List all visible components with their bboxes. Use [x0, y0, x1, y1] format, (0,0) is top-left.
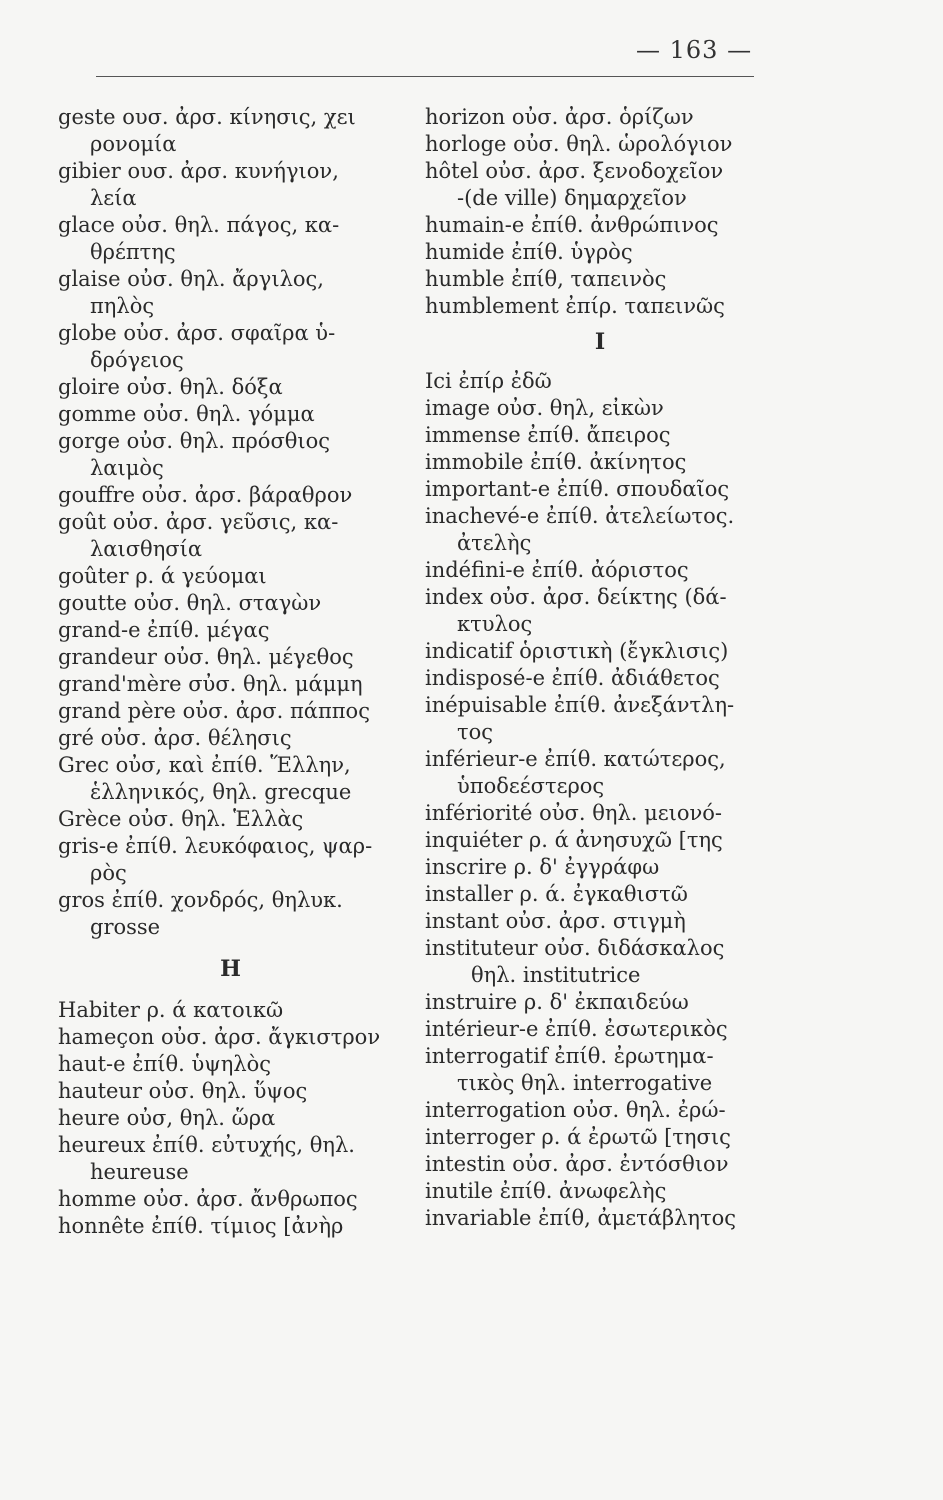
- dictionary-line: instruire ρ. δ' ἐκπαιδεύω: [425, 990, 689, 1014]
- dictionary-line: -(de ville) δημαρχεῖον: [457, 186, 687, 210]
- dictionary-line: globe οὐσ. ἀρσ. σφαῖρα ὑ-: [58, 321, 336, 345]
- dictionary-line: κτυλος: [457, 612, 533, 636]
- dictionary-line: inquiéter ρ. ά ἀνησυχῶ [της: [425, 828, 723, 852]
- dictionary-line: important-e ἐπίθ. σπουδαῖος: [425, 477, 730, 501]
- dictionary-line: δρόγειος: [90, 348, 184, 372]
- dictionary-line: intestin οὐσ. ἀρσ. ἐντόσθιον: [425, 1152, 729, 1176]
- dictionary-line: ρὸς: [90, 861, 127, 885]
- header-rule: [96, 76, 754, 77]
- left-column: [58, 104, 403, 1240]
- dictionary-line: τος: [457, 720, 494, 744]
- dictionary-line: intérieur-e ἐπίθ. ἐσωτερικὸς: [425, 1017, 728, 1041]
- dictionary-line: πηλὸς: [90, 294, 155, 318]
- section-letter: H: [220, 956, 241, 982]
- dictionary-line: gibier ουσ. ἀρσ. κυνήγιον,: [58, 159, 339, 183]
- dictionary-line: humide ἐπίθ. ὑγρὸς: [425, 240, 633, 264]
- dictionary-line: grand'mère σὐσ. θηλ. μάμμη: [58, 672, 363, 696]
- dictionary-line: geste ουσ. ἀρσ. κίνησις, χει: [58, 105, 356, 129]
- dictionary-line: immense ἐπίθ. ἄπειρος: [425, 423, 671, 447]
- dictionary-line: inépuisable ἐπίθ. ἀνεξάντλη-: [425, 693, 735, 717]
- dictionary-line: gorge οὐσ. θηλ. πρόσθιος: [58, 429, 331, 453]
- dictionary-line: gomme οὐσ. θηλ. γόμμα: [58, 402, 315, 426]
- dictionary-line: hameçon οὐσ. ἀρσ. ἄγκιστρον: [58, 1025, 381, 1049]
- dictionary-line: gros ἐπίθ. χονδρός, θηλυκ.: [58, 888, 343, 912]
- dictionary-line: indisposé-e ἐπίθ. ἀδιάθετος: [425, 666, 720, 690]
- dictionary-line: grandeur οὐσ. θηλ. μέγεθος: [58, 645, 354, 669]
- dictionary-line: humain-e ἐπίθ. ἀνθρώπινος: [425, 213, 719, 237]
- dictionary-line: Ici ἐπίρ ἐδῶ: [425, 369, 552, 393]
- dictionary-line: image οὐσ. θηλ, εἰκὼν: [425, 396, 664, 420]
- dictionary-line: gouffre οὐσ. ἀρσ. βάραθρον: [58, 483, 353, 507]
- dictionary-line: heureuse: [90, 1160, 189, 1184]
- dictionary-line: heure οὐσ, θηλ. ὥρα: [58, 1106, 276, 1130]
- dictionary-line: interroger ρ. ά ἐρωτῶ [τησις: [425, 1125, 731, 1149]
- dictionary-line: θρέπτης: [90, 240, 176, 264]
- dictionary-line: ὑποδεέστερος: [457, 774, 605, 798]
- dictionary-line: horizon οὐσ. ἀρσ. ὁρίζων: [425, 105, 694, 129]
- dictionary-line: haut-e ἐπίθ. ὑψηλὸς: [58, 1052, 272, 1076]
- dictionary-line: interrogatif ἐπίθ. ἐρωτημα-: [425, 1044, 714, 1068]
- dictionary-line: λαιμὸς: [90, 456, 164, 480]
- dictionary-line: gré οὐσ. ἀρσ. θέλησις: [58, 726, 292, 750]
- dictionary-line: humble ἐπίθ, ταπεινὸς: [425, 267, 667, 291]
- dictionary-line: Grèce οὐσ. θηλ. Ἑλλὰς: [58, 807, 304, 831]
- dictionary-line: glaise οὐσ. θηλ. ἄργιλος,: [58, 267, 324, 291]
- dictionary-line: homme οὐσ. ἀρσ. ἄνθρωπος: [58, 1187, 358, 1211]
- dictionary-line: infériorité οὐσ. θηλ. μειονό-: [425, 801, 723, 825]
- dictionary-line: honnête ἐπίθ. τίμιος [ἀνὴρ: [58, 1214, 344, 1238]
- dictionary-line: grosse: [90, 915, 161, 939]
- dictionary-line: λεία: [90, 186, 137, 210]
- dictionary-line: ἑλληνικός, θηλ. grecque: [90, 780, 352, 804]
- dictionary-line: inférieur-e ἐπίθ. κατώτερος,: [425, 747, 726, 771]
- dictionary-line: gris-e ἐπίθ. λευκόφαιος, ψαρ-: [58, 834, 373, 858]
- dictionary-line: Grec οὐσ, καὶ ἐπίθ. Ἕλλην,: [58, 753, 351, 777]
- dictionary-line: hauteur οὐσ. θηλ. ὕψος: [58, 1079, 308, 1103]
- dictionary-line: Habiter ρ. ά κατοικῶ: [58, 998, 284, 1022]
- dictionary-line: indéfini-e ἐπίθ. ἀόριστος: [425, 558, 689, 582]
- dictionary-line: immobile ἐπίθ. ἀκίνητος: [425, 450, 687, 474]
- dictionary-line: θηλ. institutrice: [471, 963, 641, 987]
- dictionary-line: inachevé-e ἐπίθ. ἀτελείωτος.: [425, 504, 735, 528]
- dictionary-line: inscrire ρ. δ' ἐγγράφω: [425, 855, 660, 879]
- dictionary-line: grand père οὐσ. ἀρσ. πάππος: [58, 699, 370, 723]
- section-letter: I: [594, 329, 606, 355]
- page-number: — 163 —: [636, 36, 753, 64]
- dictionary-line: inutile ἐπίθ. ἀνωφελὴς: [425, 1179, 667, 1203]
- dictionary-line: goûter ρ. ά γεύομαι: [58, 564, 267, 588]
- dictionary-line: λαισθησία: [90, 537, 203, 561]
- dictionary-line: goutte οὐσ. θηλ. σταγὼν: [58, 591, 322, 615]
- dictionary-line: heureux ἐπίθ. εὐτυχής, θηλ.: [58, 1133, 355, 1157]
- dictionary-line: horloge οὐσ. θηλ. ὡρολόγιον: [425, 132, 733, 156]
- dictionary-line: instituteur οὐσ. διδάσκαλος: [425, 936, 725, 960]
- dictionary-line: installer ρ. ά. ἐγκαθιστῶ: [425, 882, 688, 906]
- dictionary-line: ἀτελὴς: [457, 531, 532, 555]
- right-column: [425, 104, 775, 1232]
- dictionary-line: hôtel οὐσ. ἀρσ. ξενοδοχεῖον: [425, 159, 724, 183]
- dictionary-line: grand-e ἐπίθ. μέγας: [58, 618, 270, 642]
- dictionary-line: indicatif ὁριστικὴ (ἔγκλισις): [425, 639, 729, 663]
- dictionary-line: humblement ἐπίρ. ταπεινῶς: [425, 294, 725, 318]
- dictionary-line: index οὐσ. ἀρσ. δείκτης (δά-: [425, 585, 727, 609]
- dictionary-line: invariable ἐπίθ, ἀμετάβλητος: [425, 1206, 737, 1230]
- dictionary-line: interrogation οὐσ. θηλ. ἐρώ-: [425, 1098, 726, 1122]
- dictionary-line: gloire οὐσ. θηλ. δόξα: [58, 375, 283, 399]
- dictionary-line: goût οὐσ. ἀρσ. γεῦσις, κα-: [58, 510, 339, 534]
- dictionary-line: τικὸς θηλ. interrogative: [457, 1071, 713, 1095]
- dictionary-line: instant οὐσ. ἀρσ. στιγμὴ: [425, 909, 686, 933]
- dictionary-line: ρονομία: [90, 132, 177, 156]
- dictionary-line: glace οὐσ. θηλ. πάγος, κα-: [58, 213, 340, 237]
